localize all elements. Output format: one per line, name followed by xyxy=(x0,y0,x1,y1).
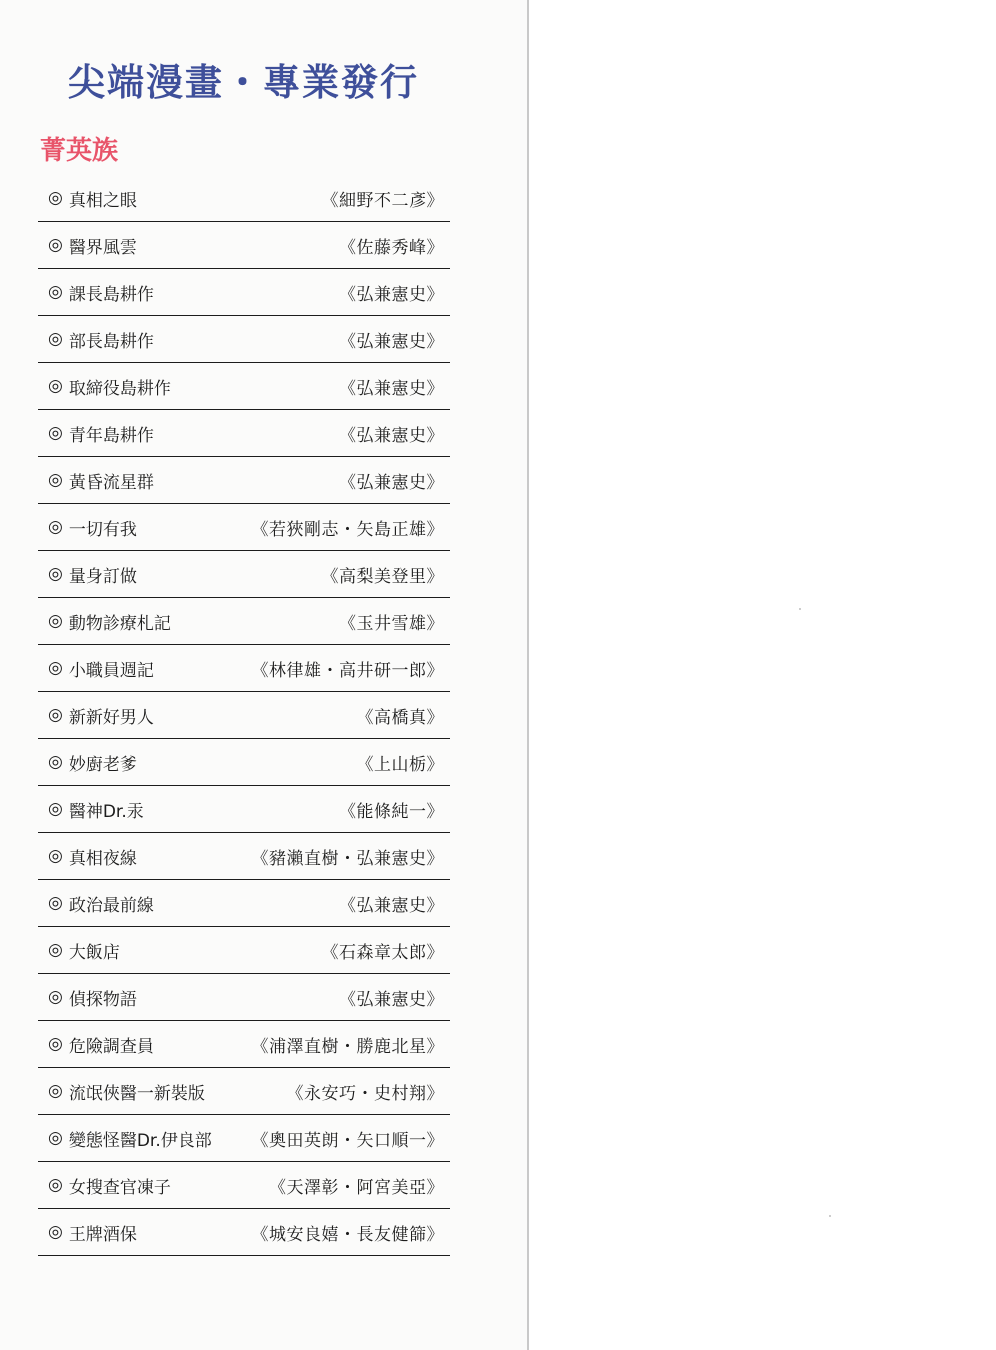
item-title: 王牌酒保 xyxy=(68,1224,137,1245)
list-item xyxy=(38,457,450,504)
item-author: 《玉井雪雄》 xyxy=(339,613,444,634)
list-item xyxy=(38,551,450,598)
item-author: 《弘兼憲史》 xyxy=(339,895,444,916)
item-title: 青年島耕作 xyxy=(68,425,154,446)
item-author: 《弘兼憲史》 xyxy=(339,425,444,446)
list-item xyxy=(38,645,450,692)
item-title: 妙廚老爹 xyxy=(68,754,137,775)
item-title-group xyxy=(48,374,171,399)
bullet-icon: ◎ xyxy=(48,564,63,584)
item-author: 《奧田英朗・矢口順一》 xyxy=(251,1130,444,1151)
item-author: 《豬瀨直樹・弘兼憲史》 xyxy=(251,848,444,869)
item-title-group xyxy=(48,562,137,587)
item-title-group xyxy=(48,1173,171,1198)
item-title: 一切有我 xyxy=(68,519,137,540)
item-title: 課長島耕作 xyxy=(68,284,154,305)
bullet-icon: ◎ xyxy=(48,611,63,631)
item-author: 《弘兼憲史》 xyxy=(339,989,444,1010)
item-title-group xyxy=(48,1220,137,1245)
bullet-icon: ◎ xyxy=(48,282,63,302)
item-title-group xyxy=(48,797,144,822)
list-item xyxy=(38,1115,450,1162)
section-heading: 菁英族 xyxy=(40,136,119,166)
item-title: 流氓俠醫一新裝版 xyxy=(68,1083,205,1104)
item-title: 黃昏流星群 xyxy=(68,472,154,493)
list-item xyxy=(38,222,450,269)
bullet-icon: ◎ xyxy=(48,235,63,255)
bullet-icon: ◎ xyxy=(48,517,63,537)
paper-speck xyxy=(799,608,801,610)
item-title-group xyxy=(48,609,171,634)
item-author: 《永安巧・史村翔》 xyxy=(286,1083,444,1104)
list-item xyxy=(38,1209,450,1256)
item-author: 《細野不二彥》 xyxy=(321,190,444,211)
item-author: 《城安良嬉・長友健篩》 xyxy=(251,1224,444,1245)
bullet-icon: ◎ xyxy=(48,470,63,490)
item-title: 取締役島耕作 xyxy=(68,378,171,399)
item-title-group xyxy=(48,938,120,963)
bullet-icon: ◎ xyxy=(48,1222,63,1242)
item-title-group xyxy=(48,656,154,681)
list-item xyxy=(38,1068,450,1115)
right-page xyxy=(529,0,996,1350)
item-title-group xyxy=(48,515,137,540)
item-author: 《高橋真》 xyxy=(356,707,444,728)
list-item xyxy=(38,739,450,786)
item-author: 《天澤彰・阿宮美亞》 xyxy=(269,1177,444,1198)
item-author: 《上山栃》 xyxy=(356,754,444,775)
item-title: 新新好男人 xyxy=(68,707,154,728)
item-title-group xyxy=(48,750,137,775)
item-title: 部長島耕作 xyxy=(68,331,154,352)
bullet-icon: ◎ xyxy=(48,376,63,396)
item-title: 動物診療札記 xyxy=(68,613,171,634)
list-item xyxy=(38,269,450,316)
item-title-group xyxy=(48,844,137,869)
bullet-icon: ◎ xyxy=(48,893,63,913)
item-title-group xyxy=(48,1032,154,1057)
title-list xyxy=(38,175,450,1256)
item-title-group xyxy=(48,468,154,493)
item-title: 真相夜線 xyxy=(68,848,137,869)
list-item xyxy=(38,363,450,410)
bullet-icon: ◎ xyxy=(48,705,63,725)
bullet-icon: ◎ xyxy=(48,1081,63,1101)
list-item xyxy=(38,786,450,833)
item-title: 危險調查員 xyxy=(68,1036,154,1057)
list-item xyxy=(38,927,450,974)
bullet-icon: ◎ xyxy=(48,188,63,208)
list-item xyxy=(38,175,450,222)
item-author: 《弘兼憲史》 xyxy=(339,284,444,305)
item-title-group xyxy=(48,1079,205,1104)
item-title-group xyxy=(48,703,154,728)
list-item xyxy=(38,316,450,363)
bullet-icon: ◎ xyxy=(48,658,63,678)
page-title: 尖端漫畫・專業發行 xyxy=(68,61,419,104)
bullet-icon: ◎ xyxy=(48,987,63,1007)
bullet-icon: ◎ xyxy=(48,1175,63,1195)
bullet-icon: ◎ xyxy=(48,329,63,349)
item-title: 大飯店 xyxy=(68,942,120,963)
list-item xyxy=(38,1162,450,1209)
item-author: 《石森章太郎》 xyxy=(321,942,444,963)
item-title: 真相之眼 xyxy=(68,190,137,211)
item-title: 政治最前線 xyxy=(68,895,154,916)
item-title-group xyxy=(48,280,154,305)
item-title-group xyxy=(48,421,154,446)
item-title-group xyxy=(48,327,154,352)
item-title: 量身訂做 xyxy=(68,566,137,587)
item-author: 《弘兼憲史》 xyxy=(339,378,444,399)
item-author: 《弘兼憲史》 xyxy=(339,472,444,493)
list-item xyxy=(38,1021,450,1068)
bullet-icon: ◎ xyxy=(48,423,63,443)
list-item xyxy=(38,598,450,645)
item-title-group xyxy=(48,186,137,211)
item-title-group xyxy=(48,1126,212,1151)
item-title: 偵探物語 xyxy=(68,989,137,1010)
bullet-icon: ◎ xyxy=(48,846,63,866)
item-author: 《浦澤直樹・勝鹿北星》 xyxy=(251,1036,444,1057)
item-title: 女搜查官凍子 xyxy=(68,1177,171,1198)
item-author: 《弘兼憲史》 xyxy=(339,331,444,352)
list-item xyxy=(38,410,450,457)
item-title: 醫神Dr.汞 xyxy=(68,801,144,822)
list-item xyxy=(38,833,450,880)
list-item xyxy=(38,974,450,1021)
item-title: 變態怪醫Dr.伊良部 xyxy=(68,1130,212,1151)
paper-speck xyxy=(829,1215,831,1217)
item-title-group xyxy=(48,985,137,1010)
item-title-group xyxy=(48,233,137,258)
item-author: 《佐藤秀峰》 xyxy=(339,237,444,258)
list-item xyxy=(38,880,450,927)
item-title: 醫界風雲 xyxy=(68,237,137,258)
bullet-icon: ◎ xyxy=(48,799,63,819)
bullet-icon: ◎ xyxy=(48,1128,63,1148)
bullet-icon: ◎ xyxy=(48,752,63,772)
item-author: 《能條純一》 xyxy=(339,801,444,822)
bullet-icon: ◎ xyxy=(48,1034,63,1054)
item-title-group xyxy=(48,891,154,916)
bullet-icon: ◎ xyxy=(48,940,63,960)
item-author: 《若狹剛志・矢島正雄》 xyxy=(251,519,444,540)
list-item xyxy=(38,692,450,739)
item-author: 《林律雄・高井研一郎》 xyxy=(251,660,444,681)
list-item xyxy=(38,504,450,551)
item-title: 小職員週記 xyxy=(68,660,154,681)
item-author: 《高梨美登里》 xyxy=(321,566,444,587)
